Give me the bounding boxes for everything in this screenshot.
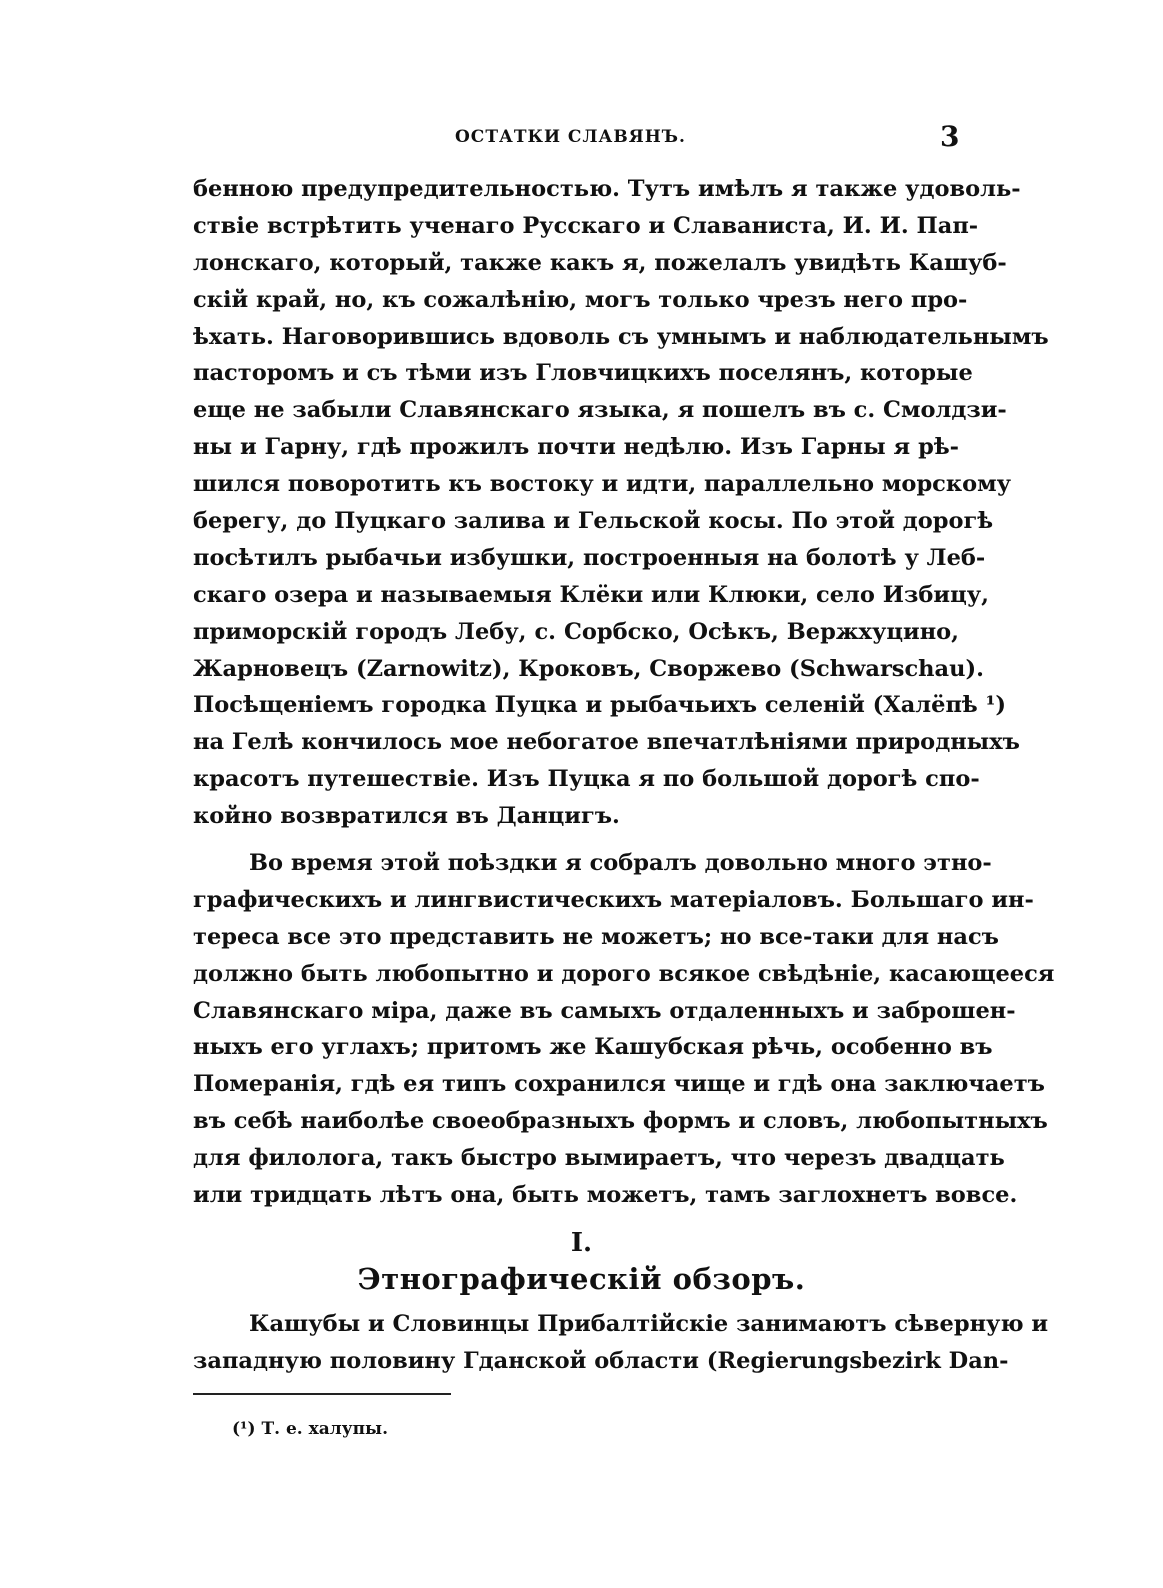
running-title: ОСТАТКИ СЛАВЯНЪ. [455, 127, 686, 147]
text-line: скій край, но, къ сожалѣнію, могъ только чрезъ него про- [193, 286, 968, 313]
text-line: ѣхать. Наговорившись вдоволь съ умнымъ и наблюдательнымъ [193, 323, 1049, 350]
paragraph-3 [193, 1306, 1049, 1380]
text-line: въ себѣ наиболѣе своеобразныхъ формъ и словъ, любопытныхъ [193, 1108, 1048, 1135]
text-line: Жарновецъ (Zarnowitz), Кроковъ, Своржево (Schwarschau). [193, 655, 984, 682]
text-line: скаго озера и называемыя Клёки или Клюки, село Избицу, [193, 581, 989, 608]
footnote: (¹) Т. е. халупы. [232, 1419, 389, 1439]
text-line: красотъ путешествіе. Изъ Пуцка я по большой дорогѣ спо- [193, 766, 980, 793]
text-line: койно возвратился въ Данцигъ. [193, 803, 620, 830]
text-line: графическихъ и лингвистическихъ матеріаловъ. Большаго ин- [193, 886, 1034, 913]
text-line: еще не забыли Славянскаго языка, я пошелъ въ с. Смолдзи- [193, 397, 1007, 424]
text-line: лонскаго, который, также какъ я, пожелалъ увидѣть Кашуб- [193, 249, 1007, 276]
paragraph-1 [193, 171, 1049, 835]
paragraph-2 [193, 845, 1055, 1214]
text-line: для филолога, такъ быстро вымираетъ, что черезъ двадцать [193, 1145, 1005, 1172]
footnote-divider [193, 1393, 451, 1395]
text-line: на Гелѣ кончилось мое небогатое впечатлѣніями природныхъ [193, 729, 1020, 756]
section-number: I. [570, 1228, 593, 1258]
text-line: посѣтилъ рыбачьи избушки, построенныя на болотѣ у Леб- [193, 544, 986, 571]
text-line: Посѣщеніемъ городка Пуцка и рыбачьихъ селеній (Халёпѣ ¹) [193, 692, 1007, 719]
text-line: тереса все это представить не можетъ; но все-таки для насъ [193, 923, 999, 950]
text-line: берегу, до Пуцкаго залива и Гельской косы. По этой дорогѣ [193, 508, 994, 535]
text-line: западную половину Гданской области (Regierungsbezirk Dan- [193, 1347, 1009, 1374]
text-line: Кашубы и Словинцы Прибалтійскіе занимаютъ сѣверную и [249, 1311, 1049, 1337]
text-line: или тридцать лѣтъ она, быть можетъ, тамъ заглохнетъ вовсе. [193, 1182, 1018, 1209]
text-line: пасторомъ и съ тѣми изъ Гловчицкихъ поселянъ, которые [193, 360, 973, 387]
text-line: Во время этой поѣздки я собралъ довольно много этно- [249, 850, 992, 876]
text-line: Померанія, гдѣ ея типъ сохранился чище и гдѣ она заключаетъ [193, 1071, 1045, 1098]
text-line: приморскій городъ Лебу, с. Сорбско, Осѣкъ, Вержхуцино, [193, 618, 959, 645]
section-title: Этнографическій обзоръ. [357, 1262, 806, 1296]
text-line: бенною предупредительностью. Тутъ имѣлъ я также удоволь- [193, 176, 1021, 202]
text-line: шился поворотить къ востоку и идти, параллельно морскому [193, 471, 1012, 498]
text-line: ствіе встрѣтить ученаго Русскаго и Славаниста, И. И. Пап- [193, 212, 979, 239]
text-line: Славянскаго міра, даже въ самыхъ отдаленныхъ и заброшен- [193, 997, 1016, 1024]
page-number: 3 [940, 120, 960, 153]
text-line: должно быть любопытно и дорого всякое свѣдѣніе, касающееся [193, 960, 1055, 987]
text-line: ныхъ его углахъ; притомъ же Кашубская рѣчь, особенно въ [193, 1034, 993, 1061]
text-line: ны и Гарну, гдѣ прожилъ почти недѣлю. Изъ Гарны я рѣ- [193, 434, 959, 461]
